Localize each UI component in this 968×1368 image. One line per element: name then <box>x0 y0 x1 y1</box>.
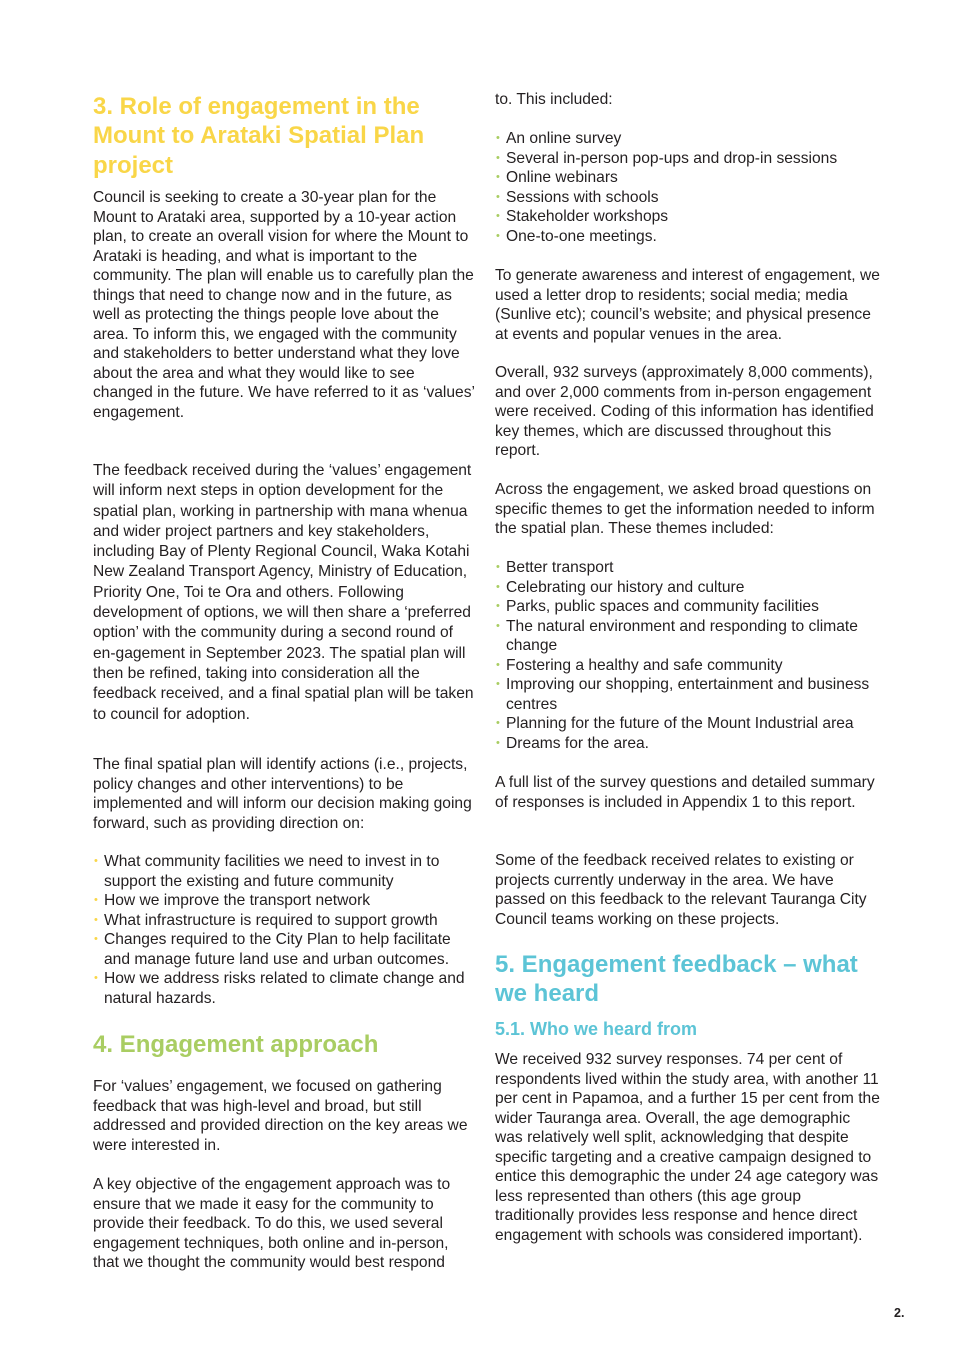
page-number: 2. <box>894 1306 905 1320</box>
bullet-icon: • <box>496 190 500 203</box>
list-item <box>495 188 880 208</box>
list-item <box>93 852 475 891</box>
section-4-paragraph-2: A key objective of the engagement approach was to ensure that we made it easy for the community to provide their feedback. To do this, we used several engagement techniques, both online and in-person, that we thought the community would best respond <box>93 1176 451 1271</box>
list-item <box>93 930 475 969</box>
section-4-paragraph-6: A full list of the survey questions and detailed summary of responses is included in Appendix 1 to this report. <box>495 774 875 811</box>
list-item <box>495 558 880 578</box>
list-item <box>93 969 475 1008</box>
list-item-text: What infrastructure is required to support growth <box>104 911 438 929</box>
list-item-text: Stakeholder workshops <box>506 208 669 225</box>
list-item <box>93 911 475 931</box>
bullet-icon: • <box>496 151 500 164</box>
list-item-text: Improving our shopping, entertainment and business centres <box>506 676 870 713</box>
bullet-icon: • <box>496 171 500 183</box>
list-item <box>495 129 880 149</box>
section-3-paragraph-1: Council is seeking to create a 30-year plan for the Mount to Arataki area, supported by a 10-year action plan, to create an overall vision for where the Mount to Arataki is heading, and what is important to the community. The plan will enable us to carefully plan the things that need to change now and in the future, as well as protecting the things people love about the area. To inform this, we engaged with the community and stakeholders to better understand what they love about the area and what they would like to see changed in the future. We have referred to it as ‘values’ engagement. <box>93 189 475 421</box>
bullet-icon: • <box>496 678 500 690</box>
bullet-icon: • <box>94 855 98 867</box>
section-3-paragraph-2: The feedback received during the ‘values’ engagement will inform next steps in option development for the spatial plan, working in partnership with mana whenua and wider project partners and key stakeholders, including Bay of Plenty Regional Council, Waka Kotahi New Zealand Transport Agency, Ministry of Education, Priority One, Toi te Ora and others. Following development of options, we will then share a ‘preferred option’ with the community during a second round of en-gagement in September 2023. The spatial plan will then be refined, taking into consideration all the feedback received, and a final spatial plan will be taken to council for adoption. <box>93 462 474 723</box>
list-item <box>495 149 880 169</box>
section-4-paragraph-4: Overall, 932 surveys (approximately 8,000 comments), and over 2,000 comments from in-person engagement were received. Coding of this information has identified key themes, which are discussed throughout this report. <box>495 364 874 459</box>
list-item-text: Dreams for the area. <box>506 734 650 752</box>
list-item-text: An online survey <box>506 130 622 147</box>
directions-list <box>93 852 475 1008</box>
list-item <box>495 578 880 598</box>
techniques-list <box>495 129 880 246</box>
list-item <box>93 891 475 911</box>
list-item <box>495 597 880 617</box>
section-4-paragraph-5: Across the engagement, we asked broad questions on specific themes to get the information needed to inform the spatial plan. These themes included: <box>495 481 875 537</box>
bullet-icon: • <box>94 913 98 926</box>
bullet-icon: • <box>496 210 500 222</box>
list-item <box>495 617 880 656</box>
bullet-icon: • <box>496 600 500 612</box>
section-4-paragraph-2-continued: to. This included: <box>495 91 613 108</box>
bullet-icon: • <box>94 894 98 906</box>
list-item <box>495 675 880 714</box>
list-item <box>495 227 880 247</box>
list-item-text: Parks, public spaces and community facilities <box>506 598 819 615</box>
list-item-text: Online webinars <box>506 169 618 186</box>
bullet-icon: • <box>496 561 500 573</box>
bullet-icon: • <box>496 736 500 749</box>
section-5-heading: 5. Engagement feedback – what we heard <box>495 951 858 1008</box>
list-item <box>495 714 880 734</box>
section-3-heading: 3. Role of engagement in the Mount to Arataki Spatial Plan project <box>93 93 425 179</box>
list-item-text: Several in-person pop-ups and drop-in sessions <box>506 149 838 167</box>
list-item-text: How we improve the transport network <box>104 892 371 909</box>
bullet-icon: • <box>496 132 500 144</box>
bullet-icon: • <box>496 619 500 632</box>
list-item-text: What community facilities we need to invest in to support the existing and future community <box>104 853 440 890</box>
list-item-text: Better transport <box>506 559 614 576</box>
list-item-text: How we address risks related to climate change and natural hazards. <box>104 970 465 1007</box>
list-item-text: Celebrating our history and culture <box>506 578 745 596</box>
list-item <box>495 734 880 754</box>
section-5-1-subheading: 5.1. Who we heard from <box>495 1019 698 1039</box>
section-5-1-paragraph: We received 932 survey responses. 74 per cent of respondents lived within the study area, with another 11 per cent in Papamoa, and a further 15 per cent from the wider Tauranga area. Overall, the age demographic was relatively well split, acknowledging that despite specific targeting and a creative campaign designed to entice this demographic the under 24 age category was less represented than others (this age group traditionally provides less response and hence direct engagement with schools was considered important). <box>495 1051 880 1244</box>
list-item <box>495 207 880 227</box>
themes-list <box>495 558 880 753</box>
list-item-text: The natural environment and responding to climate change <box>506 617 858 654</box>
bullet-icon: • <box>496 580 500 593</box>
list-item-text: Changes required to the City Plan to help facilitate and manage future land use and urban outcomes. <box>104 931 451 968</box>
list-item-text: Planning for the future of the Mount Industrial area <box>506 715 854 732</box>
list-item <box>495 656 880 676</box>
section-4-paragraph-3: To generate awareness and interest of engagement, we used a letter drop to residents; social media; media (Sunlive etc); council’s website; and physical presence at events and popular venues in the area. <box>495 267 880 343</box>
bullet-icon: • <box>496 717 500 729</box>
list-item <box>495 168 880 188</box>
section-3-paragraph-3: The final spatial plan will identify actions (i.e., projects, policy changes and other interventions) to be implemented and will inform our decision making going forward, such as providing direction on: <box>93 756 472 832</box>
section-4-paragraph-7: Some of the feedback received relates to existing or projects currently underway in the area. We have passed on this feedback to the relevant Tauranga City Council teams working on these projects. <box>495 852 867 928</box>
bullet-icon: • <box>94 933 98 945</box>
bullet-icon: • <box>496 229 500 242</box>
list-item-text: One-to-one meetings. <box>506 227 657 245</box>
section-4-paragraph-1: For ‘values’ engagement, we focused on gathering feedback that was high-level and broad, but still addressed and provided direction on the key areas we were interested in. <box>93 1078 468 1154</box>
bullet-icon: • <box>94 972 98 984</box>
list-item-text: Fostering a healthy and safe community <box>506 656 783 674</box>
list-item-text: Sessions with schools <box>506 188 659 206</box>
section-4-heading: 4. Engagement approach <box>93 1031 379 1058</box>
bullet-icon: • <box>496 658 500 671</box>
